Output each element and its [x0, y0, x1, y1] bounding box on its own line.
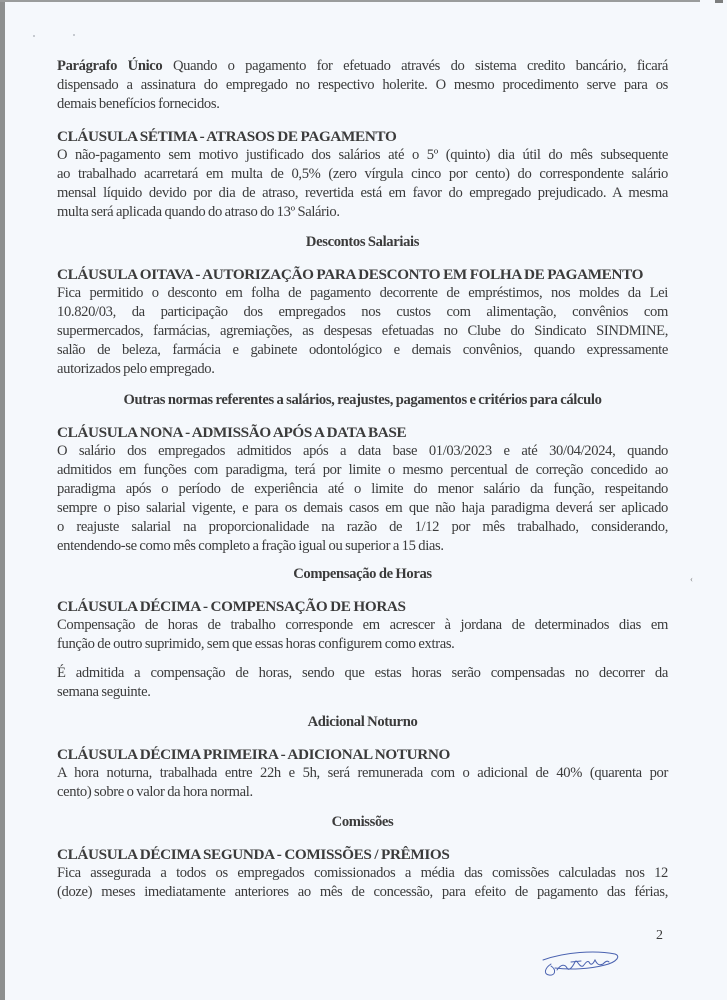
paragrafo-unico-line-3: demais benefícios fornecidos. — [57, 96, 220, 112]
clausula-setima-line-1: O não-pagamento sem motivo justificado dos salários até o 5º (quinto) dia útil do mês subsequente — [57, 147, 668, 163]
scan-edge-corner — [715, 0, 723, 3]
clausula-decima-segunda-title: CLÁUSULA DÉCIMA SEGUNDA - COMISSÕES / PRÊMIOS — [57, 846, 450, 863]
clausula-nona-line-2: admitidos em funções com paradigma, terá por limite o mesmo percentual de correção concedido ao — [57, 462, 668, 478]
clausula-nona-line-5: o reajuste salarial na proporcionalidade na razão de 1/12 por mês trabalhado, considerando, — [57, 519, 668, 535]
clausula-decima-p2-line-2: semana seguinte. — [57, 684, 151, 700]
clausula-oitava-title: CLÁUSULA OITAVA - AUTORIZAÇÃO PARA DESCONTO EM FOLHA DE PAGAMENTO — [57, 266, 644, 283]
clausula-decima-line-2: função de outro suprimido, sem que essas horas configurem como extras. — [57, 636, 455, 652]
clausula-oitava-line-3: supermercados, farmácias, agremiações, as despesas efetuadas no Clube do Sindicato SINDMINE, — [57, 323, 668, 339]
scan-speck — [73, 34, 75, 36]
clausula-oitava-line-1: Fica permitido o desconto em folha de pagamento decorrente de empréstimos, nos moldes da Lei — [57, 285, 668, 301]
clausula-nona-line-1: O salário dos empregados admitidos após a data base 01/03/2023 e até 30/04/2024, quando — [57, 443, 668, 459]
section-heading-descontos: Descontos Salariais — [305, 234, 420, 250]
clausula-setima-line-3: mensal líquido devido por dia de atraso, revertida está em favor do empregado prejudicado. A mesma — [57, 185, 668, 201]
clausula-setima-title: CLÁUSULA SÉTIMA - ATRASOS DE PAGAMENTO — [57, 128, 397, 145]
scan-speck — [33, 35, 35, 37]
clausula-oitava-line-5: autorizados pelo empregado. — [57, 361, 215, 377]
clausula-setima-line-4: multa será aplicada quando do atraso do 13º Salário. — [57, 204, 340, 220]
clausula-decima-p2-line-1: É admitida a compensação de horas, sendo que estas horas serão compensadas no decorrer da — [57, 665, 668, 681]
section-heading-outras-normas: Outras normas referentes a salários, reajustes, pagamentos e critérios para cálculo — [123, 392, 602, 408]
page-number: 2 — [656, 928, 663, 943]
clausula-nona-line-3: paradigma após o período de experiência até o limite do menor salário da função, respeitando — [57, 481, 668, 497]
paragrafo-unico-line-2: dispensado a assinatura do empregado no respectivo holerite. O mesmo procedimento serve para os — [57, 77, 668, 93]
paragrafo-unico-text: Quando o pagamento for efetuado através do sistema credito bancário, ficará — [162, 58, 669, 74]
section-heading-adicional-noturno: Adicional Noturno — [307, 714, 418, 730]
clausula-decima-primeira-line-2: cento) sobre o valor da hora normal. — [57, 784, 253, 800]
clausula-decima-primeira-line-1: A hora noturna, trabalhada entre 22h e 5h, será remunerada com o adicional de 40% (quarenta por — [57, 765, 668, 781]
section-heading-compensacao: Compensação de Horas — [293, 566, 432, 582]
clausula-nona-title: CLÁUSULA NONA - ADMISSÃO APÓS A DATA BASE — [57, 424, 407, 441]
clausula-nona-line-4: sempre o piso salarial vigente, e para os demais casos em que não haja paradigma deverá ser aplicado — [57, 500, 668, 516]
scan-mark: ‹ — [690, 574, 693, 584]
clausula-decima-segunda-line-2: (doze) meses imediatamente anteriores ao mês de concessão, para efeito de pagamento das férias, — [57, 884, 668, 900]
clausula-decima-segunda-line-1: Fica assegurada a todos os empregados comissionados a média das comissões calculadas nos 12 — [57, 865, 668, 881]
paragrafo-unico-line-1 — [57, 57, 668, 76]
clausula-decima-title: CLÁUSULA DÉCIMA - COMPENSAÇÃO DE HORAS — [57, 598, 406, 615]
handwritten-signature — [535, 938, 625, 980]
clausula-nona-line-6: entendendo-se como mês completo a fração igual ou superior a 15 dias. — [57, 538, 444, 554]
clausula-oitava-line-2: 10.820/03, da participação dos empregados nos custos com alimentação, convênios com — [57, 304, 668, 320]
paragrafo-unico-label: Parágrafo Único — [57, 58, 163, 74]
scan-edge-left — [0, 0, 5, 1000]
clausula-decima-line-1: Compensação de horas de trabalho corresponde em acrescer à jordana de determinados dias em — [57, 617, 668, 633]
clausula-setima-line-2: ao trabalhado acarretará em multa de 0,5% (zero vírgula cinco por cento) do correspondente salário — [57, 166, 668, 182]
clausula-decima-primeira-title: CLÁUSULA DÉCIMA PRIMEIRA - ADICIONAL NOTURNO — [57, 746, 450, 763]
clausula-oitava-line-4: salão de beleza, farmácia e gabinete odontológico e demais convênios, quando expressamente — [57, 342, 668, 358]
scan-edge-top — [0, 0, 700, 2]
section-heading-comissoes: Comissões — [331, 814, 394, 830]
